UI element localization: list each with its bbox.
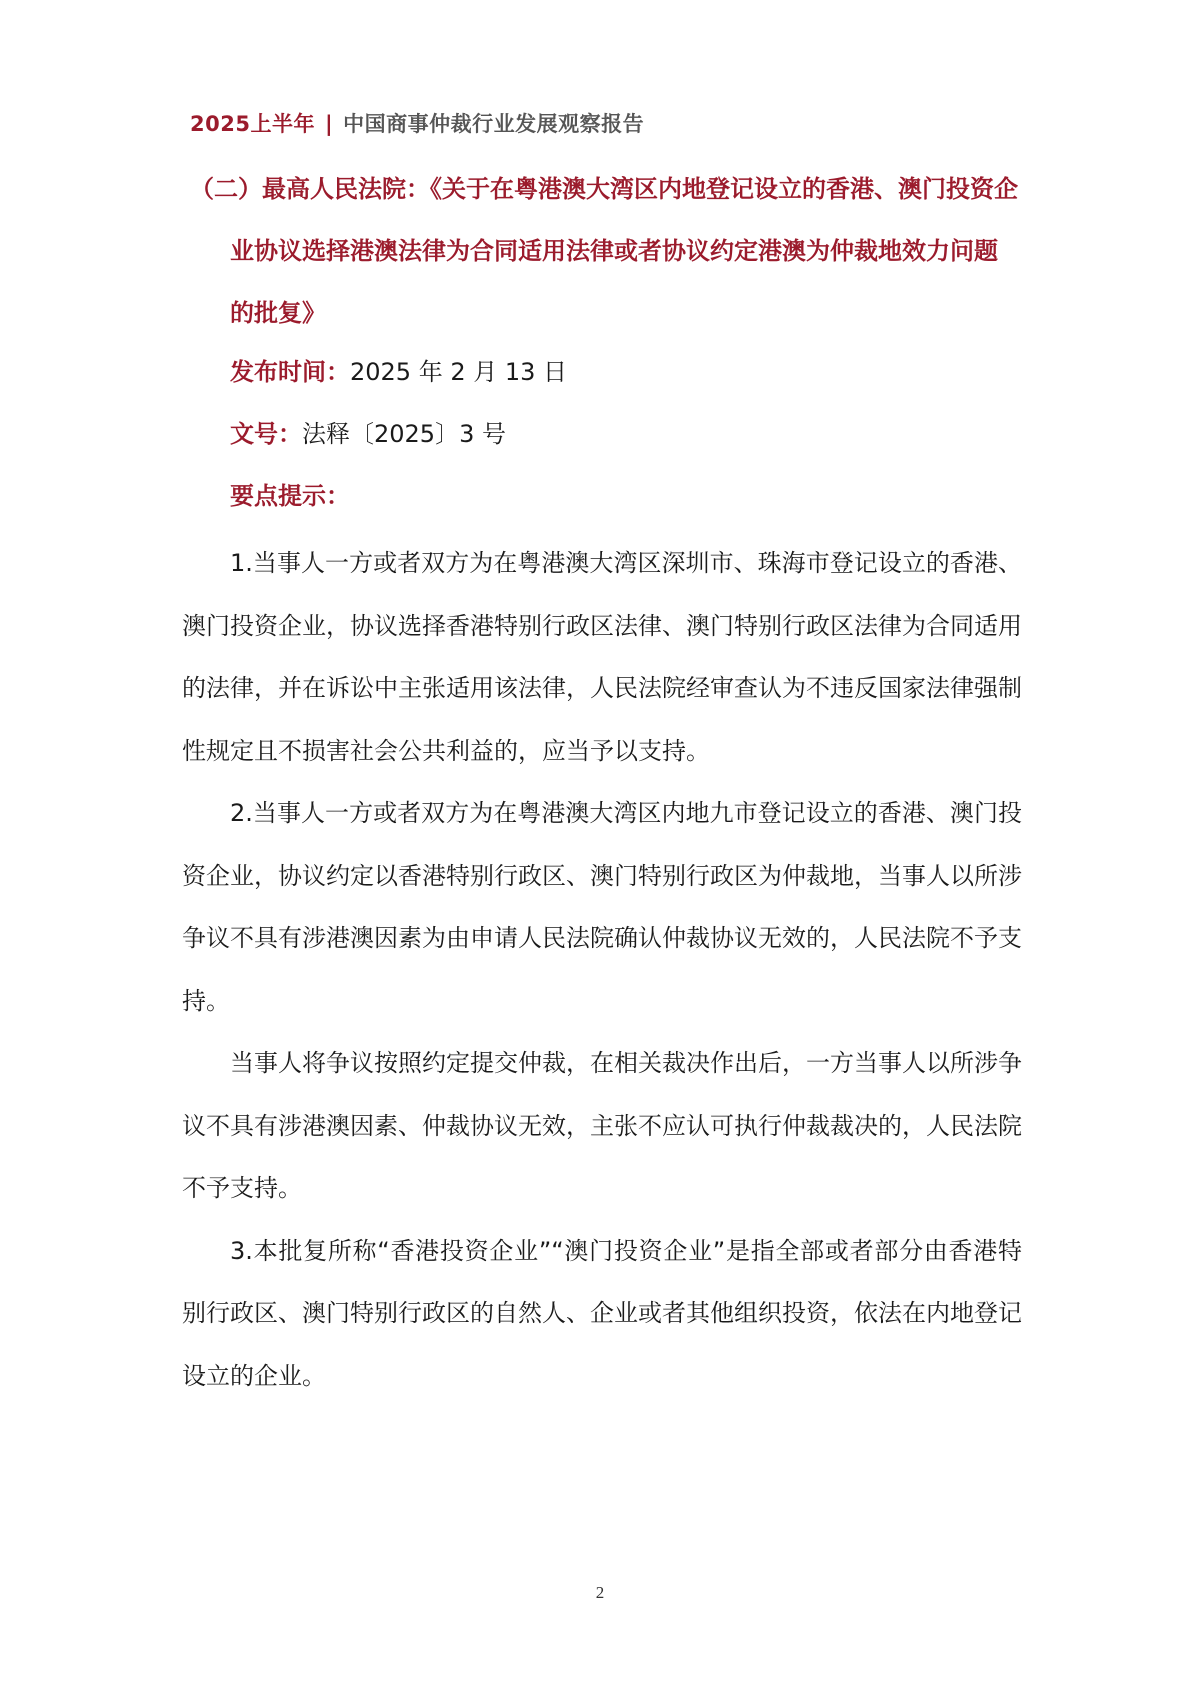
publish-date-label: 发布时间： xyxy=(230,358,350,386)
paragraph-1: 1.当事人一方或者双方为在粤港澳大湾区深圳市、珠海市登记设立的香港、澳门投资企业，协议选择香港特别行政区法律、澳门特别行政区法律为合同适用的法律，并在诉讼中主张适用该法律，人民法院经审查认为不违反国家法律强制性规定且不损害社会公共利益的，应当予以支持。 xyxy=(182,549,1022,765)
page-number: 2 xyxy=(595,1583,605,1602)
key-points-label: 要点提示： xyxy=(230,482,350,510)
document-number xyxy=(230,414,506,449)
document-number-value: 法释〔2025〕3 号 xyxy=(302,420,506,448)
publish-date-value: 2025 年 2 月 13 日 xyxy=(350,358,568,386)
section-title xyxy=(190,158,1030,344)
paragraph-4: 3.本批复所称“香港投资企业”“澳门投资企业”是指全部或者部分由香港特别行政区、澳门特别行政区的自然人、企业或者其他组织投资，依法在内地登记设立的企业。 xyxy=(182,1236,1022,1390)
header-report-title: 中国商事仲裁行业发展观察报告 xyxy=(343,112,645,136)
section-title-line-3: 的批复》 xyxy=(230,299,326,327)
header-separator: | xyxy=(324,112,334,136)
publish-date xyxy=(230,352,567,387)
section-title-line-2: 业协议选择港澳法律为合同适用法律或者协议约定港澳为仲裁地效力问题 xyxy=(230,237,998,265)
paragraph-3: 当事人将争议按照约定提交仲裁，在相关裁决作出后，一方当事人以所涉争议不具有涉港澳因素、仲裁协议无效，主张不应认可执行仲裁裁决的，人民法院不予支持。 xyxy=(182,1049,1022,1202)
section-title-line-1: （二）最高人民法院：《关于在粤港澳大湾区内地登记设立的香港、澳门投资企 xyxy=(190,175,1018,203)
running-header xyxy=(190,108,644,138)
paragraph-2: 2.当事人一方或者双方为在粤港澳大湾区内地九市登记设立的香港、澳门投资企业，协议约定以香港特别行政区、澳门特别行政区为仲裁地，当事人以所涉争议不具有涉港澳因素为由申请人民法院确认仲裁协议无效的，人民法院不予支持。 xyxy=(182,799,1022,1015)
key-points xyxy=(230,476,350,511)
document-number-label: 文号： xyxy=(230,420,302,448)
header-year: 2025上半年 xyxy=(190,112,315,136)
body-text xyxy=(182,532,1022,1407)
